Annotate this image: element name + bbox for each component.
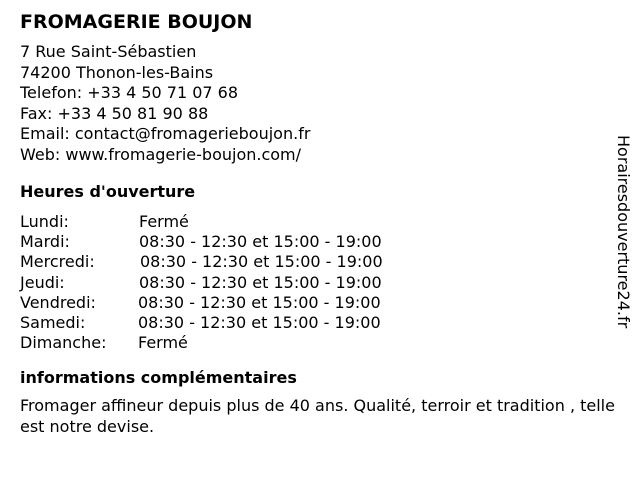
- hours-value: Fermé: [139, 212, 189, 231]
- business-name: FROMAGERIE BOUJON: [20, 11, 253, 33]
- phone-number: Telefon: +33 4 50 71 07 68: [20, 83, 239, 102]
- day-label: Vendredi:: [20, 292, 96, 312]
- fax-number: Fax: +33 4 50 81 90 88: [20, 103, 209, 123]
- business-listing: [20, 10, 620, 437]
- hours-table: [20, 212, 620, 353]
- watermark-text: Horairesdouverture24.fr: [614, 135, 633, 329]
- info-heading: informations complémentaires: [20, 368, 297, 388]
- hours-row: [20, 313, 620, 333]
- hours-row: [20, 212, 620, 232]
- website: Web: www.fromagerie-boujon.com/: [20, 144, 302, 164]
- info-description: Fromager affineur depuis plus de 40 ans. Qualité, terroir et tradition , telle est notre devise.: [20, 396, 615, 437]
- hours-value: 08:30 - 12:30 et 15:00 - 19:00: [138, 292, 381, 312]
- city-address: 74200 Thonon-les-Bains: [20, 62, 214, 82]
- hours-value: 08:30 - 12:30 et 15:00 - 19:00: [140, 252, 383, 272]
- hours-row: [20, 333, 620, 353]
- hours-row: [20, 293, 620, 313]
- email-address: Email: contact@fromagerieboujon.fr: [20, 124, 311, 143]
- hours-value: 08:30 - 12:30 et 15:00 - 19:00: [139, 232, 382, 252]
- street-address: 7 Rue Saint-Sébastien: [20, 42, 197, 61]
- day-label: Mardi:: [20, 232, 70, 252]
- hours-row: [20, 232, 620, 252]
- hours-value: 08:30 - 12:30 et 15:00 - 19:00: [138, 312, 381, 332]
- hours-value: Fermé: [138, 333, 188, 353]
- day-label: Dimanche:: [20, 333, 107, 353]
- day-label: Mercredi:: [20, 252, 95, 272]
- day-label: Samedi:: [20, 312, 86, 332]
- day-label: Jeudi:: [20, 272, 65, 292]
- contact-block: [20, 42, 620, 165]
- hours-row: [20, 273, 620, 293]
- hours-value: 08:30 - 12:30 et 15:00 - 19:00: [139, 272, 382, 292]
- hours-heading: Heures d'ouverture: [20, 182, 196, 201]
- day-label: Lundi:: [20, 212, 69, 231]
- hours-row: [20, 252, 620, 272]
